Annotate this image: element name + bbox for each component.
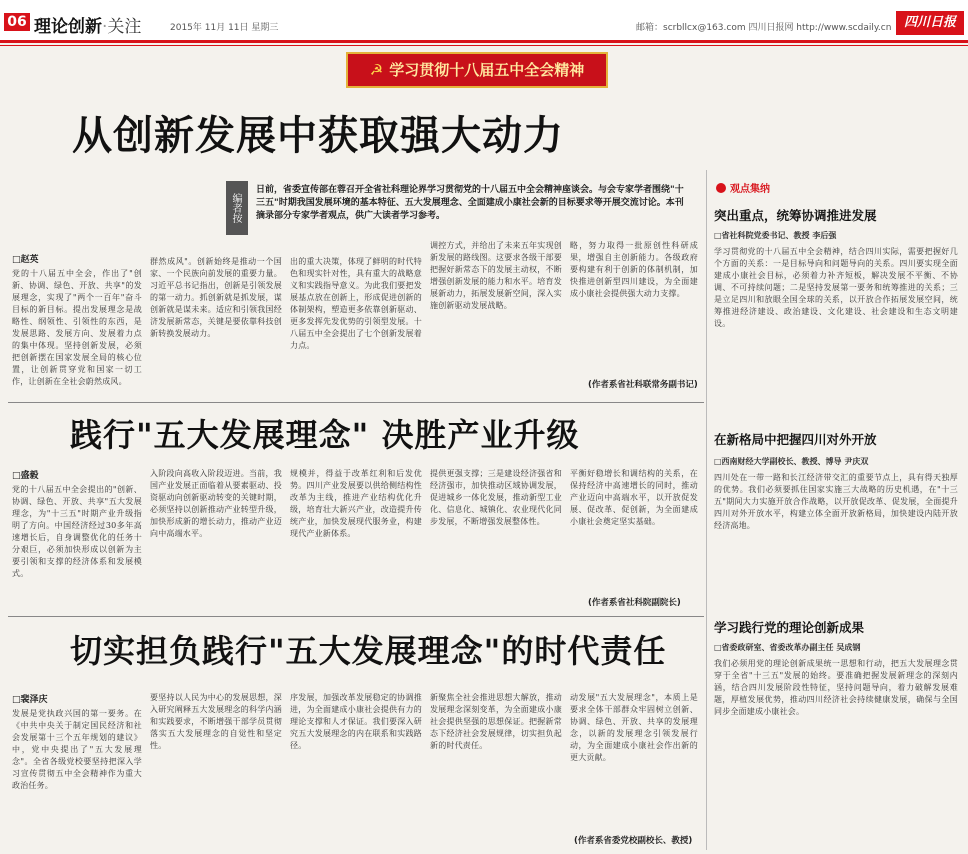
sidebar-text: 四川处在一带一路和长江经济带交汇的重要节点上，具有得天独厚的优势。我们必须要抓住国家实施三大战略的历史机遇，在"十三五"期间大力实施开放合作战略，以开放促改革、促发展，全面提升四川对外开放水平，构建立体全面开放新格局，加快建设内陆开放经济高地。 [714,473,958,530]
article1-column: 略，努力取得一批原创性科研成果，增强自主创新能力。各级政府要构建有利于创新的体制机制，加快推进创新型四川建设，为全面建成小康社会提供强大动力支撑。 [570,241,698,298]
article2-column: 规模并，得益于改革红利和后发优势。四川产业发展要以供给侧结构性改革为主线，推进产业结构优化升级，培育壮大新兴产业，改造提升传统产业，加快发展现代服务业，构建现代产业新体系。 [290,469,422,538]
article1-column: 出的重大决策，体现了鲜明的时代特色和现实针对性，具有重大的战略意义和实践指导意义。为此我们要把发展基点放在创新上，形成促进创新的体制架构，塑造更多依靠创新驱动、更多发挥先发优势的引领型发展。十八届五中全会提出了七个创新发展着力点。 [290,257,422,350]
article3-headline: 切实担负践行"五大发展理念"的时代责任 [70,632,667,670]
editor-note: 日前，省委宣传部在蓉召开全省社科理论界学习贯彻党的十八届五中全会精神座谈会。与会专家学者围绕"十三五"时期我国发展环境的基本特征、五大发展理念、全面建成小康社会新的目标要求等开展交流讨论。本刊摘录部分专家学者观点，供广大读者学习参考。 [256,185,684,221]
article1-column: 调控方式，并给出了未来五年实现创新发展的路线图。这要求各级干部要把握好新常态下的发展主动权，不断增强创新发展的能力和水平。培育发展新动力，拓展发展新空间，深入实施创新驱动发展战略。 [430,241,562,310]
sidebar-separator [706,170,707,850]
article1-headline: 从创新发展中获取强大动力 [72,113,564,159]
article3-column: 发展是党执政兴国的第一要务。在《中共中央关于制定国民经济和社会发展第十三个五年规划的建议》中，党中央提出了"五大发展理念"。全省各级党校要坚持把深入学习宣传贯彻五中全会精神作为重大政治任务。 [12,709,142,790]
sidebar-headline: 学习践行党的理论创新成果 [714,620,865,635]
article3-column: 序发展，加强改革发展稳定的协调推进，为全面建成小康社会提供有力的理论支撑和人才保证。我们要深入研究五大发展理念的内在联系和实践路径。 [290,693,422,750]
viewpoint-icon [716,183,726,193]
viewpoint-label: 观点集纳 [730,184,770,195]
article1-affiliation: (作者系省社科联常务副书记) [588,380,698,390]
article1-column: 党的十八届五中全会，作出了"创新、协调、绿色、开放、共享"的发展理念，实现了"两个一百年"奋斗目标的新目标。提出发展理念是战略性、纲领性、引领性的东西，是发展思路、发展方向、发展着力点的集中体现。坚持创新发展，必须把创新摆在国家发展全局的核心位置，让创新贯穿党和国家一切工作，让创新在全社会蔚然成风。 [12,269,142,386]
article3-column: 动发展"五大发展理念"，本质上是要求全体干部群众牢固树立创新、协调、绿色、开放、共享的发展理念，以新的发展理念引领发展行动，为全面建成小康社会作出新的更大贡献。 [570,693,698,762]
header-rule [0,40,968,43]
sidebar-text: 我们必须用党的理论创新成果统一思想和行动，把五大发展理念贯穿于全省"十三五"发展的始终。要准确把握发展新理念的深刻内涵，结合四川发展阶段性特征，坚持问题导向，着力破解发展难题，厚植发展优势，推动四川经济社会持续健康发展，确保与全国同步全面建成小康社会。 [714,659,958,716]
article3-byline: □裴泽庆 [12,695,48,705]
sidebar-byline: □西南财经大学副校长、教授、博导 尹庆双 [714,457,869,466]
subsection-name: 关注 [107,17,142,37]
article2-column: 党的十八届五中全会提出的"创新、协调、绿色、开放、共享"五大发展理念，为"十三五"时期产业升级指明了方向。中国经济经过30多年高速增长后，自身调整优化的任务十分艰巨，必须加快形成以创新为主要引领和支撑的经济体系和发展模式。 [12,485,142,578]
article1-column: 群然成风"。创新始终是推动一个国家、一个民族向前发展的重要力量。习近平总书记指出，创新是引领发展的第一动力。抓创新就是抓发展，谋创新就是谋未来。适应和引领我国经济发展新常态，关键是要依靠科技创新转换发展动力。 [150,257,282,338]
article2-affiliation: (作者系省社科院副院长) [588,598,681,608]
sidebar-headline: 突出重点，统筹协调推进发展 [714,208,877,223]
section-title [34,12,141,37]
header-rule-thin [0,45,968,46]
article3-column: 新聚焦全社会推进思想大解放，推动发展理念深刻变革，为全面建成小康社会提供坚强的思想保证。把握新常态下经济社会发展规律，切实担负起新的时代责任。 [430,693,562,750]
divider [8,616,704,617]
article1-byline: □赵英 [12,255,39,265]
topic-banner [346,52,608,88]
article2-column: 入阶段向高收入阶段迈进。当前，我国产业发展正面临着从要素驱动、投资驱动向创新驱动转变的关键时期，必须坚持以创新推动产业转型升级，加快形成新的增长动力，推动产业迈向中高端水平。 [150,469,282,538]
hammer-sickle-icon: ☭ [369,61,384,79]
section-name: 理论创新 [34,17,102,37]
newspaper-logo: 四川日报 [896,11,964,35]
article2-byline: □盛毅 [12,471,39,481]
page-header [0,0,968,40]
viewpoint-tag [716,180,770,195]
divider [8,402,704,403]
article3-column: 要坚持以人民为中心的发展思想，深入研究阐释五大发展理念的科学内涵和实践要求，不断增强干部学员贯彻落实五大发展理念的自觉性和坚定性。 [150,693,282,750]
editor-note-label: 编者按 [226,181,248,235]
article2-headline: 践行"五大发展理念" 决胜产业升级 [70,416,580,454]
issue-date: 2015年 11月 11日 星期三 [170,23,279,33]
sidebar-headline: 在新格局中把握四川对外开放 [714,432,877,447]
contact-line: 邮箱：scrbllcx@163.com 四川日报网 http://www.scdaily.cn [636,23,892,33]
section-separator: · [102,17,108,37]
page-number: 06 [4,13,30,31]
article3-affiliation: (作者系省委党校副校长、教授) [574,836,693,846]
sidebar-byline: □省委政研室、省委改革办副主任 吴成钢 [714,643,861,652]
banner-text: 学习贯彻十八届五中全会精神 [389,61,585,79]
sidebar-byline: □省社科院党委书记、教授 李后强 [714,231,837,240]
article2-column: 平衡好稳增长和调结构的关系，在保持经济中高速增长的同时，推动产业迈向中高端水平，以开放促发展、促改革、促创新，为全面建成小康社会奠定坚实基础。 [570,469,698,526]
article2-column: 提供更强支撑；三是建设经济强省和经济强市，加快推动区域协调发展，促进城乡一体化发展，推动新型工业化、信息化、城镇化、农业现代化同步发展，不断增强发展整体性。 [430,469,562,526]
sidebar-text: 学习贯彻党的十八届五中全会精神，结合四川实际，需要把握好几个方面的关系：一是目标导向和问题导向的关系。四川要实现全面建成小康社会目标，必须着力补齐短板，解决发展不平衡、不协调、不可持续问题；二是坚持发展第一要务和统筹推进的关系；三是立足四川和放眼全国全球的关系，以开放合作拓展发展空间，统筹推进经济建设、政治建设、文化建设、社会建设和生态文明建设。 [714,247,958,328]
